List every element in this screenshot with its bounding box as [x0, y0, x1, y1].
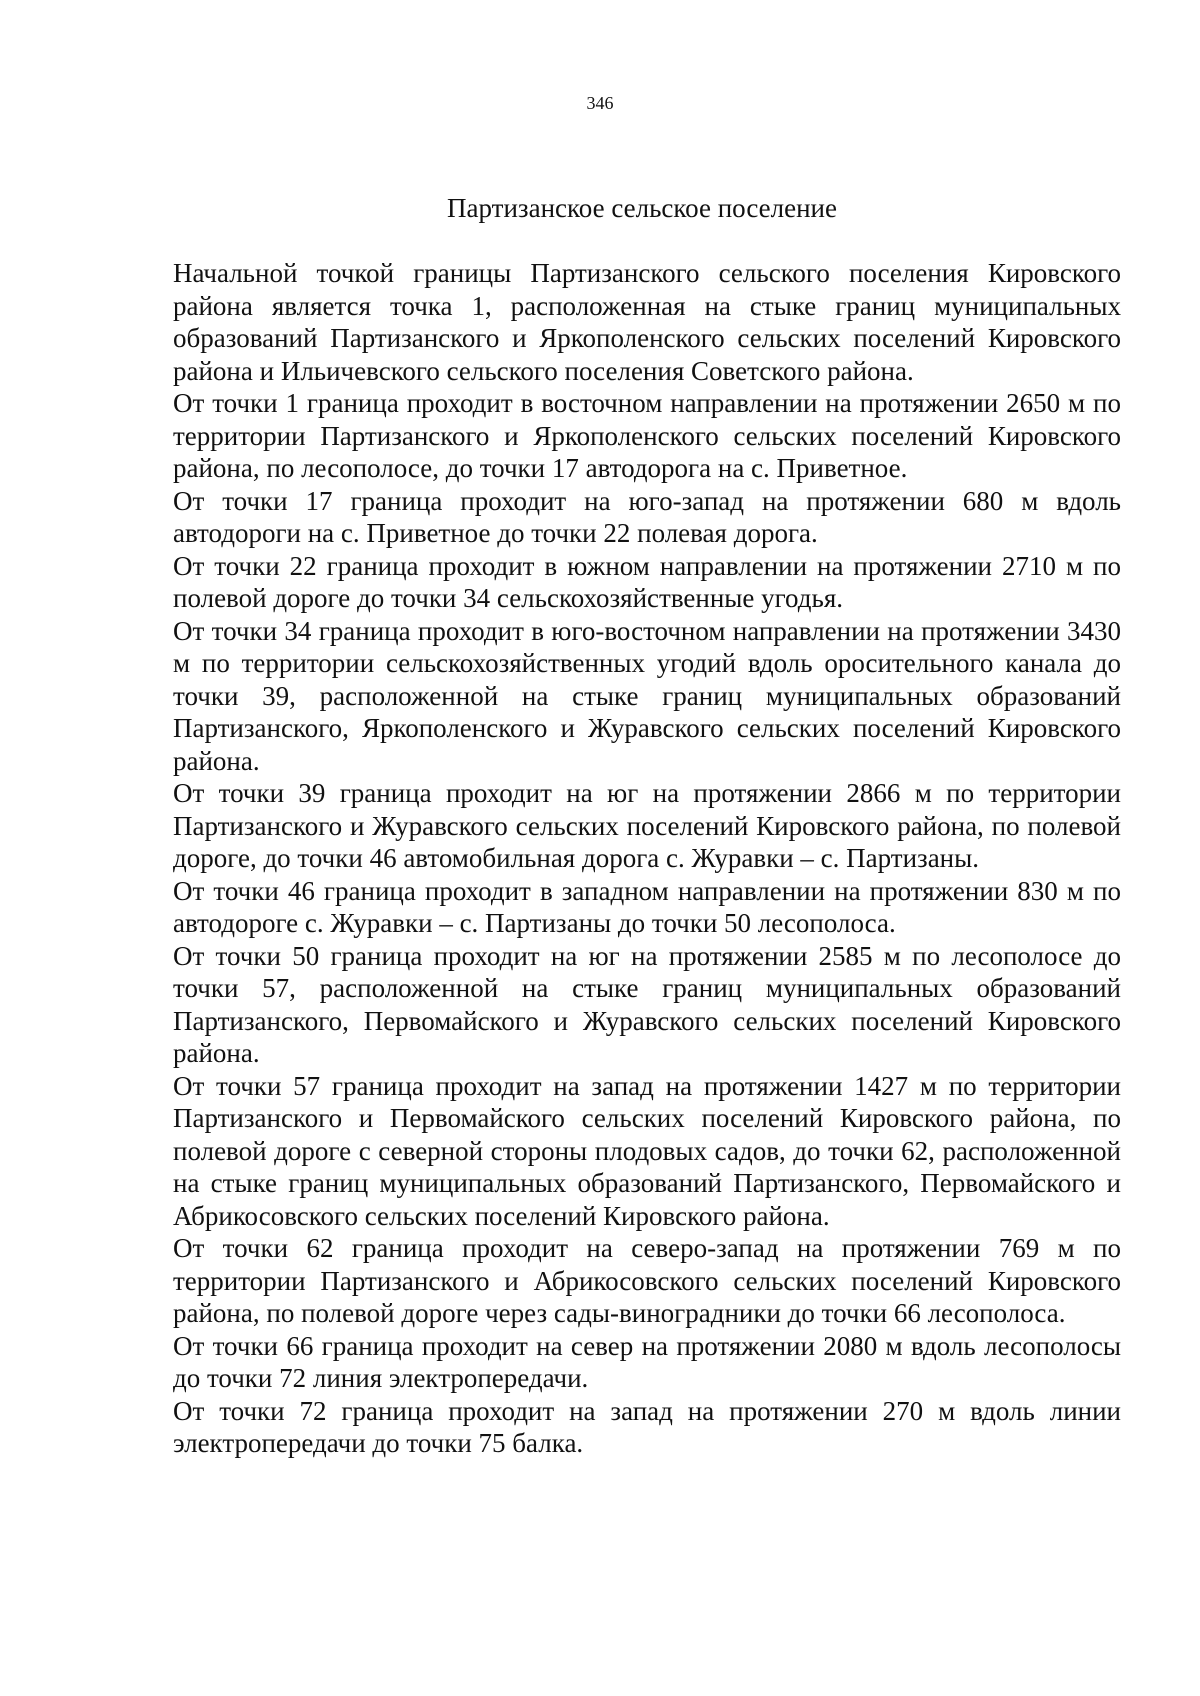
paragraph: От точки 34 граница проходит в юго-восточном направлении на протяжении 3430 м по территории сельскохозяйственных угодий вдоль оросительного канала до точки 39, расположенной на стыке границ муниципальных образований Партизанского, Яркополенского и Журавского сельских поселений Кировского района. — [173, 615, 1121, 776]
paragraph: От точки 46 граница проходит в западном направлении на протяжении 830 м по автодороге с. Журавки – с. Партизаны до точки 50 лесополоса. — [173, 875, 1121, 938]
paragraph: От точки 17 граница проходит на юго-запад на протяжении 680 м вдоль автодороги на с. Приветное до точки 22 полевая дорога. — [173, 485, 1121, 548]
page-number: 346 — [586, 93, 614, 113]
paragraph: От точки 62 граница проходит на северо-запад на протяжении 769 м по территории Партизанского и Абрикосовского сельских поселений Кировского района, по полевой дороге через сады-виноградники до точки 66 лесополоса. — [173, 1233, 1121, 1328]
paragraph: От точки 57 граница проходит на запад на протяжении 1427 м по территории Партизанского и Первомайского сельских поселений Кировского района, по полевой дороге с северной стороны плодовых садов, до точки 62, расположенной на стыке границ муниципальных образований Партизанского, Первомайского и Абрикосовского сельских поселений Кировского района. — [173, 1070, 1121, 1231]
paragraph: От точки 66 граница проходит на север на протяжении 2080 м вдоль лесополосы до точки 72 линия электропередачи. — [173, 1330, 1121, 1393]
body-text — [173, 257, 1121, 1460]
paragraph: Начальной точкой границы Партизанского сельского поселения Кировского района является точка 1, расположенная на стыке границ муниципальных образований Партизанского и Яркополенского сельских поселений Кировского района и Ильичевского сельского поселения Советского района. — [173, 258, 1121, 386]
paragraph: От точки 22 граница проходит в южном направлении на протяжении 2710 м по полевой дороге до точки 34 сельскохозяйственные угодья. — [173, 550, 1121, 613]
paragraph: От точки 39 граница проходит на юг на протяжении 2866 м по территории Партизанского и Журавского сельских поселений Кировского района, по полевой дороге, до точки 46 автомобильная дорога с. Журавки – с. Партизаны. — [173, 778, 1121, 873]
section-title: Партизанское сельское поселение — [447, 193, 837, 223]
paragraph: От точки 50 граница проходит на юг на протяжении 2585 м по лесополосе до точки 57, расположенной на стыке границ муниципальных образований Партизанского, Первомайского и Журавского сельских поселений Кировского района. — [173, 940, 1121, 1068]
paragraph: От точки 72 граница проходит на запад на протяжении 270 м вдоль линии электропередачи до точки 75 балка. — [173, 1395, 1121, 1458]
paragraph: От точки 1 граница проходит в восточном направлении на протяжении 2650 м по территории Партизанского и Яркополенского сельских поселений Кировского района, по лесополосе, до точки 17 автодорога на с. Приветное. — [173, 388, 1121, 483]
